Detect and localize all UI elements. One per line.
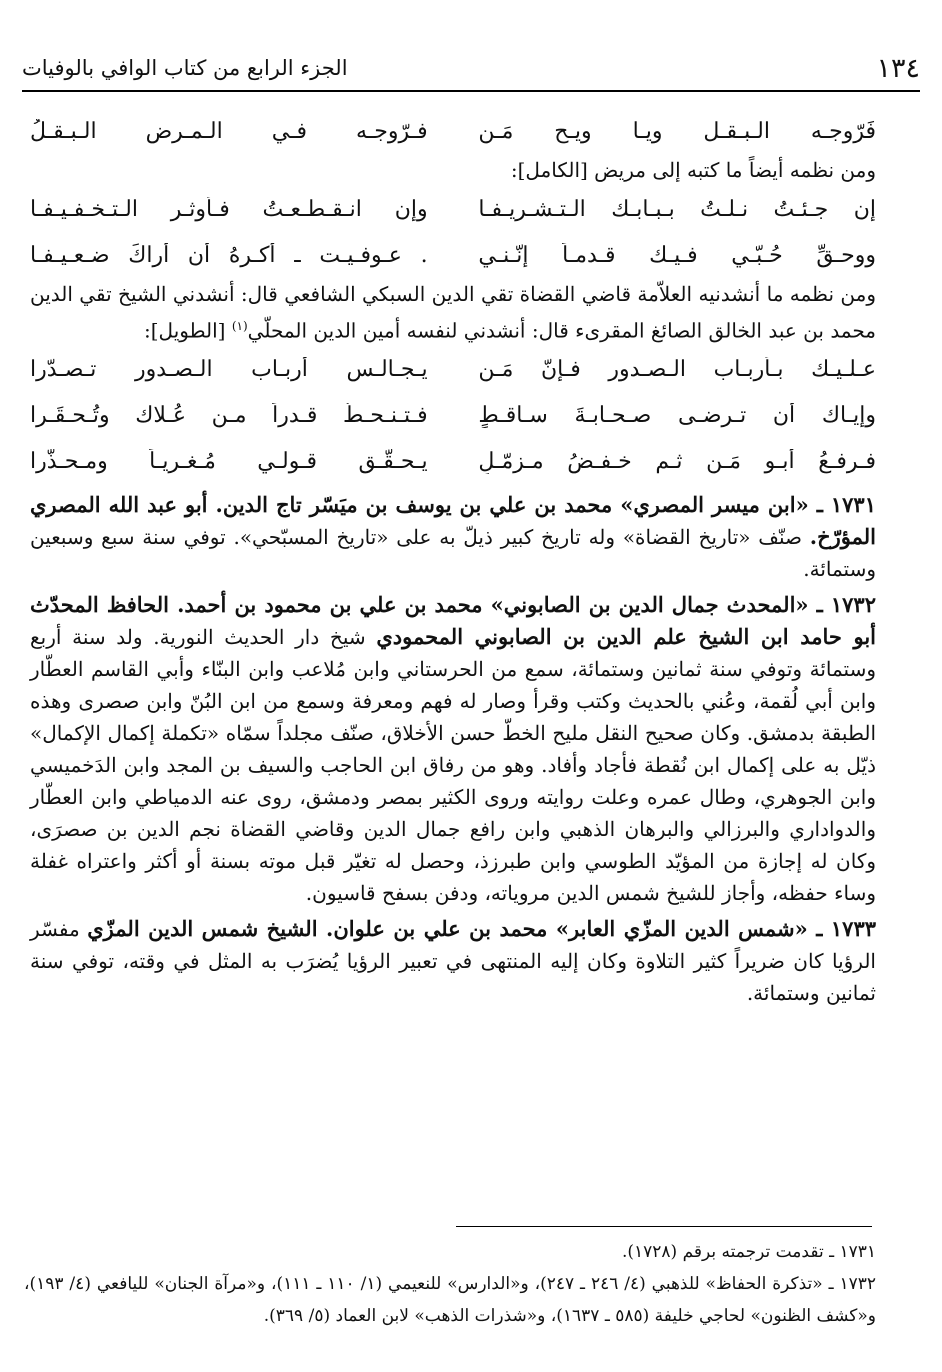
- poem-meter: [الطويل]:: [144, 318, 226, 343]
- verse-line: [30, 347, 876, 393]
- footnote-item: ١٧٣١ ـ تقدمت ترجمته برقم (١٧٢٨).: [621, 1242, 876, 1262]
- footnote-ref: (١): [231, 319, 248, 333]
- hemistich-left: فـتـنـحـطَّ قـدراً مـن عُـلاك وتُـحـقَـرا: [30, 403, 428, 429]
- verse-line: [30, 439, 876, 485]
- hemistich-left: وإن انـقـطـعـتُ فـأوثـر الـتـخـفـيـفـا: [30, 196, 428, 222]
- hemistich-right: فـرفـعُ أبـو مَـن ثـم خـفـضُ مـزمّـلٍ: [478, 449, 876, 475]
- hemistich-left: . عـوفـيـت ـ أكـرهُ أن أراكَ ضـعـيـفـا: [30, 242, 428, 268]
- hemistich-right: وإيـاك أن تـرضـى صـحـابـةَ سـاقـطٍ: [478, 403, 876, 429]
- footnotes: [24, 1236, 876, 1332]
- page-body: [30, 108, 876, 1009]
- verse-line: [30, 393, 876, 439]
- footnote-divider: [456, 1226, 872, 1227]
- hemistich-left: يـجـالـس أربـاب الـصـدور تـصـدّرا: [30, 357, 428, 383]
- entry-1733: [30, 913, 876, 1009]
- hemistich-right: ووحـقِّ حُـبّـي فـيـك قـدمـاً إنّـنـي: [478, 242, 876, 268]
- entry-heading: ١٧٣٢ ـ «المحدث جمال الدين بن الصابوني» محمد بن علي بن محمود بن أحمد. الحافظ المحدّث أبو حامد ابن الشيخ علم الدين بن الصابوني المحمودي: [30, 591, 877, 649]
- page-header: [22, 46, 920, 92]
- entry-1732: [30, 589, 876, 909]
- entry-text: مفسّر الرؤيا كان ضريراً كثير التلاوة وكان إليه المنتهى في تعبير الرؤيا يُضرَب به المثل في وقته، توفي سنة ثمانين وستمائة.: [30, 916, 876, 1005]
- footnote-item: ١٧٣٢ ـ «تذكرة الحفاظ» للذهبي (٤/ ٢٤٦ ـ ٢٤٧)، و«الدارس» للنعيمي (١/ ١١٠ ـ ١١١)، و«مرآة الجنان» لليافعي (٤/ ١٩٣)، و«كشف الظنون» لحاجي خليفة (٥٨٥ ـ ١٦٣٧)، و«شذرات الذهب» لابن العماد (٥/ ٣٦٩).: [24, 1274, 876, 1326]
- entry-text: صنّف «تاريخ القضاة» وله تاريخ كبير ذيلّ به على «تاريخ المسبّحي». توفي سنة سبع وسبعين وستمائة.: [30, 524, 876, 581]
- hemistich-left: فـرّوجـه فـي الـمـرض الـبـقـلُ: [30, 118, 428, 144]
- hemistich-right: عـلـيـك بـأربـاب الـصـدور فـإنّ مَـن: [478, 357, 876, 383]
- verse-line: [30, 108, 876, 154]
- entry-heading: ١٧٣٣ ـ «شمس الدين المزّي العابر» محمد بن علي بن علوان. الشيخ شمس الدين المزّي: [87, 915, 877, 941]
- verse-line: [30, 232, 876, 278]
- hemistich-right: فَرّوجـه الـبـقـل ويـا ويـح مَـن: [478, 118, 876, 144]
- entry-1731: [30, 489, 876, 585]
- entry-text: شيخ دار الحديث النورية. ولد سنة أربع وستمائة وتوفي سنة ثمانين وستمائة، سمع من الحرستاني وابن مُلاعب وابن البنّاء وأبي القاسم العطّار وابن أبي لُقمة، وعُني بالحديث وكتب وقرأ وصار له فهم ومعرفة وسمع من ابن البُنّ وابن صصرى وهذه الطبقة بدمشق. وكان صحيح النقل مليح الخطّ حسن الأخلاق، صنّف مجلداً سمّاه «تكملة إكمال الإكمال» ذيّل به على إكمال ابن نُقطة فأجاد وأفاد. وهو من رفاق ابن الحاجب والسيف بن المجد وابن الدَخميسي وابن الجوهري، وطال عمره وعلت روايته وروى الكثير بمصر ودمشق، روى عنه الدمياطي وابن العطّار والدواداري والبرزالي والبرهان الذهبي وابن رافع جمال الدين وقاضي القضاة نجم الدين بن صصرَى، وكان له إجازة من المؤيّد الطوسي وابن طبرزذ، وحصل له تغيّر قبل موته بسنة أو أكثر واعتراه غفلة وساء حفظه، وأجاز للشيخ شمس الدين مروياته، ودفن بسفح قاسيون.: [30, 624, 877, 905]
- hemistich-left: يـحـقّـق قـولـي مُـغـريـاً ومـحـذّرا: [30, 449, 428, 475]
- poem-intro: [30, 278, 876, 347]
- poem-intro-text: ومن نظمه ما أنشدنيه العلاّمة قاضي القضاة تقي الدين السبكي الشافعي قال: أنشدني الشيخ تقي الدين محمد بن عبد الخالق الصائغ المقرىء قال: أنشدني لنفسه أمين الدين المحلّي: [30, 282, 876, 343]
- page-number: ١٣٤: [876, 52, 920, 84]
- hemistich-right: إن جـئـتُ نـلـتُ بـبـابـك الـتـشـريـفـا: [478, 196, 876, 222]
- running-title: الجزء الرابع من كتاب الوافي بالوفيات: [22, 56, 348, 80]
- entry-heading: ١٧٣١ ـ «ابن ميسر المصري» محمد بن علي بن يوسف بن ميَسّر تاج الدين. أبو عبد الله المصري المؤرّخ.: [30, 491, 876, 549]
- verse-line: [30, 186, 876, 232]
- poem-intro: ومن نظمه أيضاً ما كتبه إلى مريض [الكامل]:: [510, 158, 876, 182]
